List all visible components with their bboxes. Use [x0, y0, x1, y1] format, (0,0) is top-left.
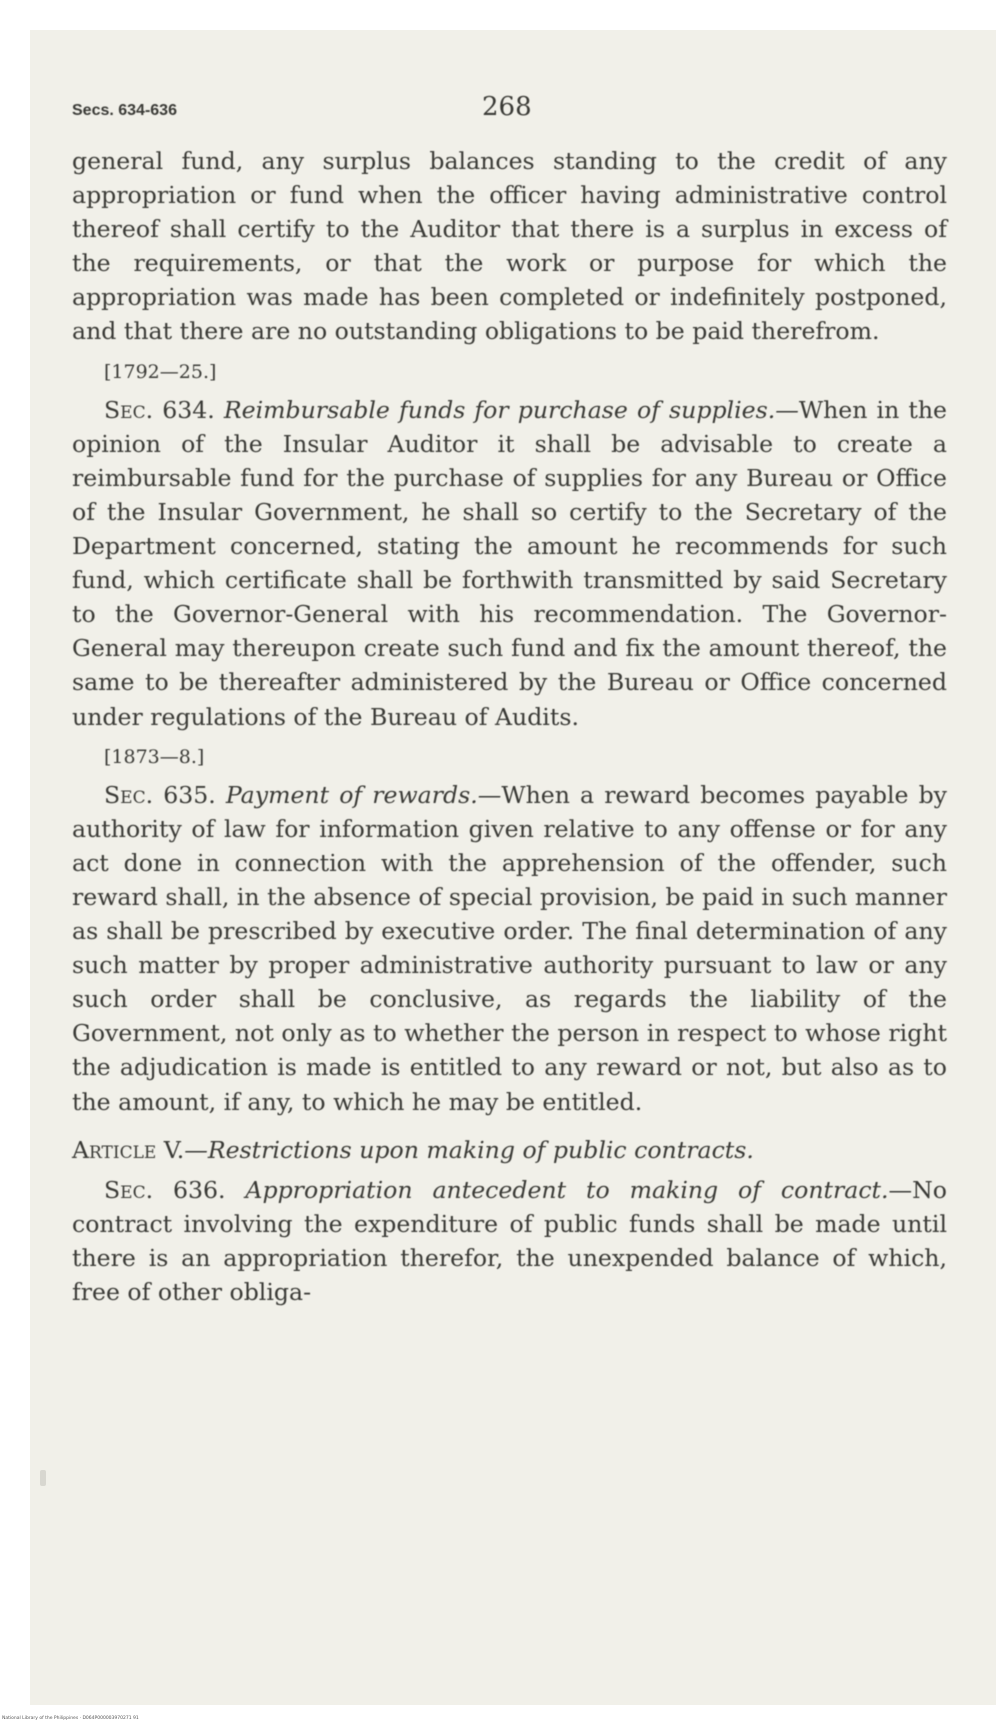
running-header: [72, 90, 947, 144]
section-635: [72, 778, 947, 1119]
document-page: [30, 30, 996, 1705]
article-heading: [72, 1133, 947, 1167]
section-body: When in the opinion of the Insular Auditor it shall be advisable to create a reimbursable fund for the purchase of supplies for any Bureau or Office of the Insular Government, he shall so certify to the Secretary of the Department concerned, stating the amount he recommends for such fund, which certificate shall be forthwith transmitted by said Secretary to the Governor-General with his recommendation. The Governor-General may thereupon create such fund and fix the amount thereof, the same to be thereafter administered by the Bureau or Office concerned under regulations of the Bureau of Audits.: [72, 395, 948, 731]
section-636: [72, 1173, 947, 1309]
section-body: When a reward becomes payable by authority of law for information given relative to any offense or for any act done in connection with the apprehension of the offender, such reward shall, in the absence of special provision, be paid in such manner as shall be prescribed by executive order. The final determination of any such matter by proper administrative authority pursuant to law or any such order shall be conclusive, as regards the liability of the Government, not only as to whether the person in respect to whose right the adjudication is made is entitled to any reward or not, but also as to the amount, if any, to which he may be entitled.: [72, 780, 948, 1116]
article-label: Article V.: [72, 1135, 185, 1164]
section-range: Secs. 634-636: [72, 102, 177, 119]
section-label: Sec. 634.: [104, 395, 215, 424]
section-title: Appropriation antecedent to making of contract.: [245, 1175, 889, 1204]
article-title: —Restrictions upon making of public contracts.: [184, 1135, 754, 1164]
section-label: Sec. 635.: [104, 780, 216, 809]
section-title: Reimbursable funds for purchase of supplies.—: [223, 395, 799, 424]
page-number: 268: [482, 92, 532, 122]
section-label: Sec. 636.: [104, 1175, 226, 1204]
page-text: [72, 90, 947, 1309]
citation-634: [1792—25.]: [104, 360, 217, 383]
citation-635: [1873—8.]: [104, 745, 205, 768]
footer-credit: National Library of the Philippines · D064P000003970271 91: [2, 1716, 139, 1721]
margin-mark: [40, 1470, 46, 1486]
section-634: [72, 393, 947, 734]
section-body: —No contract involving the expenditure of public funds shall be made until there is an appropriation therefor, the unexpended balance of which, free of other obliga-: [72, 1175, 947, 1306]
intro-paragraph: general fund, any surplus balances standing to the credit of any appropriation or fund when the officer having administrative control thereof shall certify to the Auditor that there is a surplus in excess of the requirements, or that the work or purpose for which the appropriation was made has been completed or indefinitely postponed, and that there are no outstanding obligations to be paid therefrom.: [72, 147, 947, 346]
section-title: Payment of rewards.—: [225, 780, 502, 809]
